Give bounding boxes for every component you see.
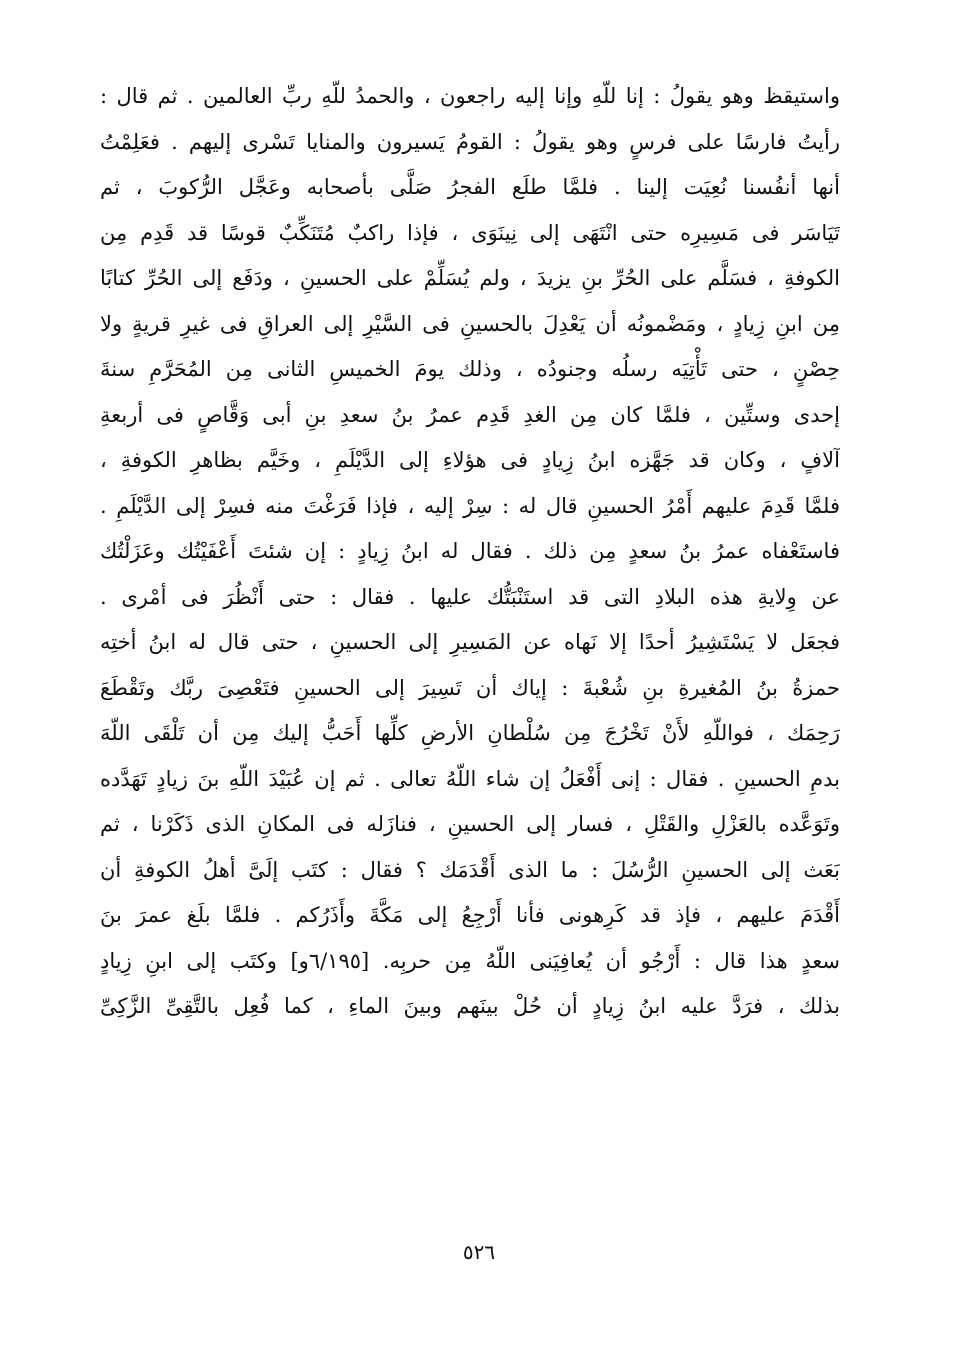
- text-line: مِن ابنِ زِيادٍ ، ومَضْمونُه أن يَعْدِلَ بالحسينِ فى السَّيْرِ إلى العراقِ فى غيرِ قريةٍ ولا: [100, 311, 840, 336]
- text-line: فجعَل لا يَسْتَشِيرُ أحدًا إلا نَهاه عن المَسِيرِ إلى الحسينِ ، حتى قال له ابنُ أختِه: [100, 630, 840, 654]
- text-line: سعدٍ هذا قال : أَرْجُو أن يُعافِيَنى اللّهُ مِن حربِه. [٦/١٩٥و] وكتَب إلى ابنِ زِيادٍ: [100, 948, 840, 973]
- text-line: وتَوَعَّده بالعَزْلِ والقَتْلِ ، فسار إلى الحسينِ ، فنازَله فى المكانِ الذى ذَكَرْنا ، ثم: [100, 812, 840, 836]
- text-line: رأيتُ فارسًا على فرسٍ وهو يقولُ : القومُ يَسيرون والمنايا تَسْرى إليهم . فعَلِمْتُ: [100, 129, 840, 154]
- main-text-block: [100, 74, 840, 1030]
- text-line: واستيقظ وهو يقولُ : إنا للّهِ وإنا إليه راجعون ، والحمدُ للّهِ ربِّ العالمين . ثم قال :: [100, 84, 840, 108]
- text-line: تَيَاسَر فى مَسِيرِه حتى انْتَهَى إلى نِينَوَى ، فإذا راكبٌ مُتَنَكِّبٌ قوسًا قد قَدِم مِن: [100, 220, 840, 245]
- text-line: بدمِ الحسينِ . فقال : إنى أَفْعَلُ إن شاء اللّهُ تعالى . ثم إن عُبَيْدَ اللّهِ بنَ زيادٍ تَهَدَّده: [100, 766, 840, 791]
- text-line: أَقْدَمَ عليهم ، فإذ قد كَرِهونى فأنا أَرْجِعُ إلى مَكَّةَ وأَذَرُكم . فلمَّا بلَغ عمرَ بنَ: [100, 903, 840, 927]
- text-line: أنها أنفُسنا نُعِيَت إلينا . فلمَّا طلَع الفجرُ صَلَّى بأصحابه وعَجَّل الرُّكوبَ ، ثم: [100, 175, 840, 199]
- text-line: الكوفةِ ، فسَلَّم على الحُرِّ بنِ يزيدَ ، ولم يُسَلِّمْ على الحسينِ ، ودَفَع إلى الحُرِّ كتابًا: [100, 266, 840, 290]
- text-line: حمزةُ بنُ المُغيرةِ بنِ شُعْبةَ : إياك أن تَسِيرَ إلى الحسينِ فتَعْصِىَ ربَّك وتَقْطَعَ: [100, 675, 840, 700]
- text-line: آلافٍ ، وكان قد جَهَّزه ابنُ زِيادٍ فى هؤلاءِ إلى الدَّيْلَمِ ، وخَيَّم بظاهرِ الكوفةِ ،: [100, 448, 840, 472]
- page-number: ٥٢٦: [462, 1240, 496, 1264]
- text-line: عن وِلايةِ هذه البلادِ التى قد استَنْبَتُّك عليها . فقال : حتى أَنْظُرَ فى أمْرى .: [100, 584, 840, 609]
- text-line: بَعَث إلى الحسينِ الرُّسُلَ : ما الذى أَقْدَمَك ؟ فقال : كتَب إلَىَّ أهلُ الكوفةِ أن: [100, 857, 840, 882]
- text-line: فاستَعْفاه عمرُ بنُ سعدٍ مِن ذلك . فقال له ابنُ زِيادٍ : إن شئتَ أَعْفَيْتُك وعَزَلْتُك: [100, 539, 840, 563]
- text-line: حِصْنٍ ، حتى تَأْتِيَه رسلُه وجنودُه ، وذلك يومَ الخميسِ الثانى مِن المُحَرَّمِ سنةَ: [100, 357, 840, 381]
- text-line: بذلك ، فرَدَّ عليه ابنُ زِيادٍ أن حُلْ بينَهم وبينَ الماءِ ، كما فُعِل بالتَّقِىِّ الزَّكِىِّ: [100, 994, 840, 1018]
- text-line: رَحِمَك ، فواللّهِ لأَنْ تَخْرُجَ مِن سُلْطانِ الأرضِ كلِّها أَحَبُّ إليك مِن أن تَلْقَى اللّهَ: [100, 721, 840, 745]
- text-line: إحدى وستِّين ، فلمَّا كان مِن الغدِ قَدِم عمرُ بنُ سعدِ بنِ أبى وَقَّاصٍ فى أربعةِ: [100, 402, 840, 427]
- text-line: فلمَّا قَدِمَ عليهم أَمْرُ الحسينِ قال له : سِرْ إليه ، فإذا فَرَغْتَ منه فسِرْ إلى الدَّيْلَمِ .: [100, 493, 840, 518]
